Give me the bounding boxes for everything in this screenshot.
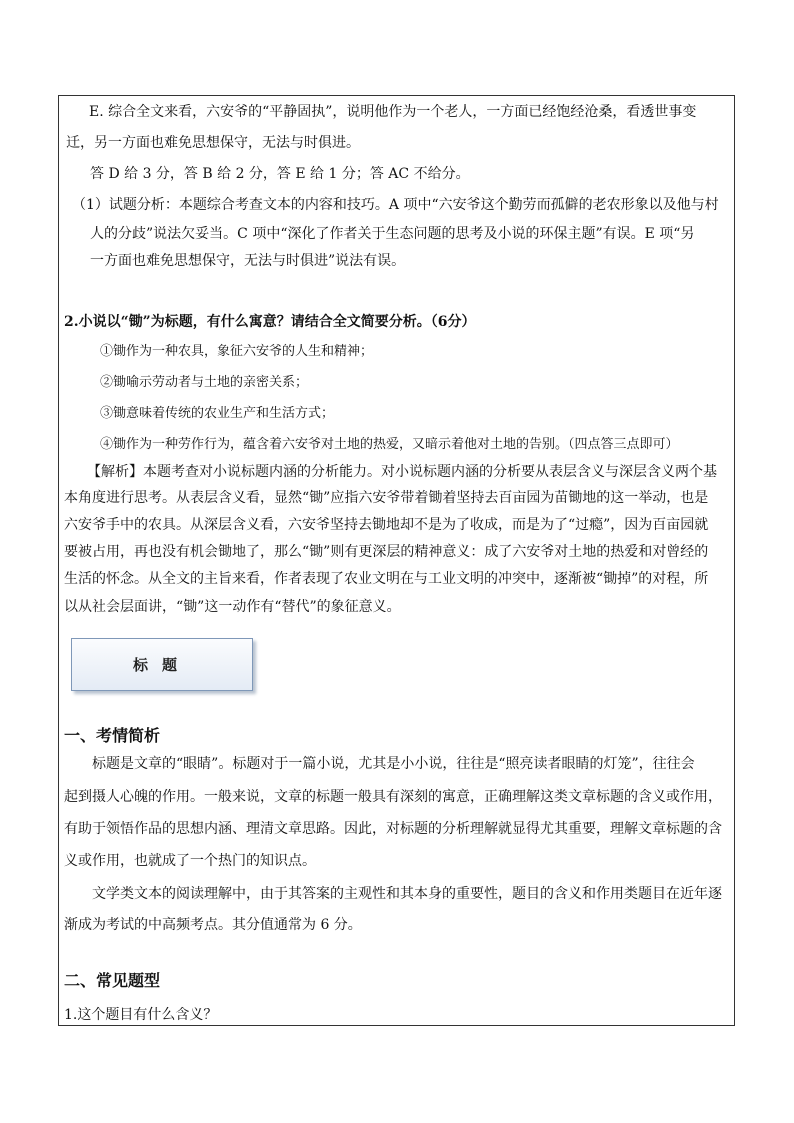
scoring-note: 答 D 给 3 分，答 B 给 2 分，答 E 给 1 分；答 AC 不给分。 (90, 166, 470, 182)
explanation-line4: 要被占用，再也没有机会锄地了，那么“锄”则有更深层的精神意义：成了六安爷对土地的热爱和对曾经的 (64, 544, 709, 560)
explanation-line1: 【解析】本题考查对小说标题内涵的分析能力。对小说标题内涵的分析要从表层含义与深层含义两个基 (87, 464, 717, 480)
overview-line6: 渐成为考试的中高频考点。其分值通常为 6 分。 (64, 917, 362, 933)
answer-point-4: ④锄作为一种劳作行为，蕴含着六安爷对土地的热爱，又暗示着他对土地的告别。（四点答三点即可） (100, 437, 679, 452)
analysis-line3: 一方面也难免思想保守，无法与时俱进”说法有误。 (90, 253, 406, 269)
section-title-button[interactable]: 标题 (71, 638, 253, 691)
analysis-line2: 人的分歧”说法欠妥当。C 项中“深化了作者关于生态问题的思考及小说的环保主题”有误。E 项“另 (90, 226, 695, 242)
answer-point-3: ③锄意味着传统的农业生产和生活方式； (100, 406, 335, 421)
overview-line4: 义或作用，也就成了一个热门的知识点。 (64, 853, 316, 869)
overview-line2: 起到摄人心魄的作用。一般来说，文章的标题一般具有深刻的寓意，正确理解这类文章标题的含义或作用， (64, 789, 722, 805)
explanation-line3: 六安爷手中的农具。从深层含义看，六安爷坚持去锄地却不是为了收成，而是为了“过瘾”，因为百亩园就 (64, 517, 709, 533)
section-heading-2: 二、常见题型 (64, 971, 161, 990)
explanation-line2: 本角度进行思考。从表层含义看，显然“锄”应指六安爷带着锄着坚持去百亩园为苗锄地的这一举动，也是 (64, 490, 709, 506)
question-2: 2.小说以“锄”为标题，有什么寓意？请结合全文简要分析。（6分） (64, 314, 476, 330)
section-heading-1: 一、考情简析 (64, 726, 161, 745)
explanation-line6: 以从社会层面讲，“锄”这一动作有“替代”的象征意义。 (64, 599, 401, 615)
explanation-line5: 生活的怀念。从全文的主旨来看，作者表现了农业文明在与工业文明的冲突中，逐渐被“锄掉”的对程，所 (64, 571, 709, 587)
overview-line5: 文学类文本的阅读理解中，由于其答案的主观性和其本身的重要性，题目的含义和作用类题目在近年逐 (92, 886, 722, 902)
question-type-1: 1.这个题目有什么含义？ (64, 1007, 218, 1023)
answer-point-2: ②锄喻示劳动者与土地的亲密关系； (100, 375, 309, 390)
option-e-line1: E. 综合全文来看，六安爷的“平静固执”，说明他作为一个老人，一方面已经饱经沧桑，看透世事变 (89, 104, 697, 120)
option-e-line2: 迁，另一方面也难免思想保守，无法与时俱进。 (66, 135, 360, 151)
overview-line3: 有助于领悟作品的思想内涵、理清文章思路。因此，对标题的分析理解就显得尤其重要，理解文章标题的含 (64, 821, 722, 837)
answer-point-1: ①锄作为一种农具，象征六安爷的人生和精神； (100, 344, 374, 359)
overview-line1: 标题是文章的“眼睛”。标题对于一篇小说，尤其是小小说，往往是“照亮读者眼睛的灯笼”，往往会 (92, 756, 695, 772)
analysis-line1: （1）试题分析：本题综合考查文本的内容和技巧。A 项中“六安爷这个勤劳而孤僻的老农形象以及他与村 (72, 197, 719, 213)
